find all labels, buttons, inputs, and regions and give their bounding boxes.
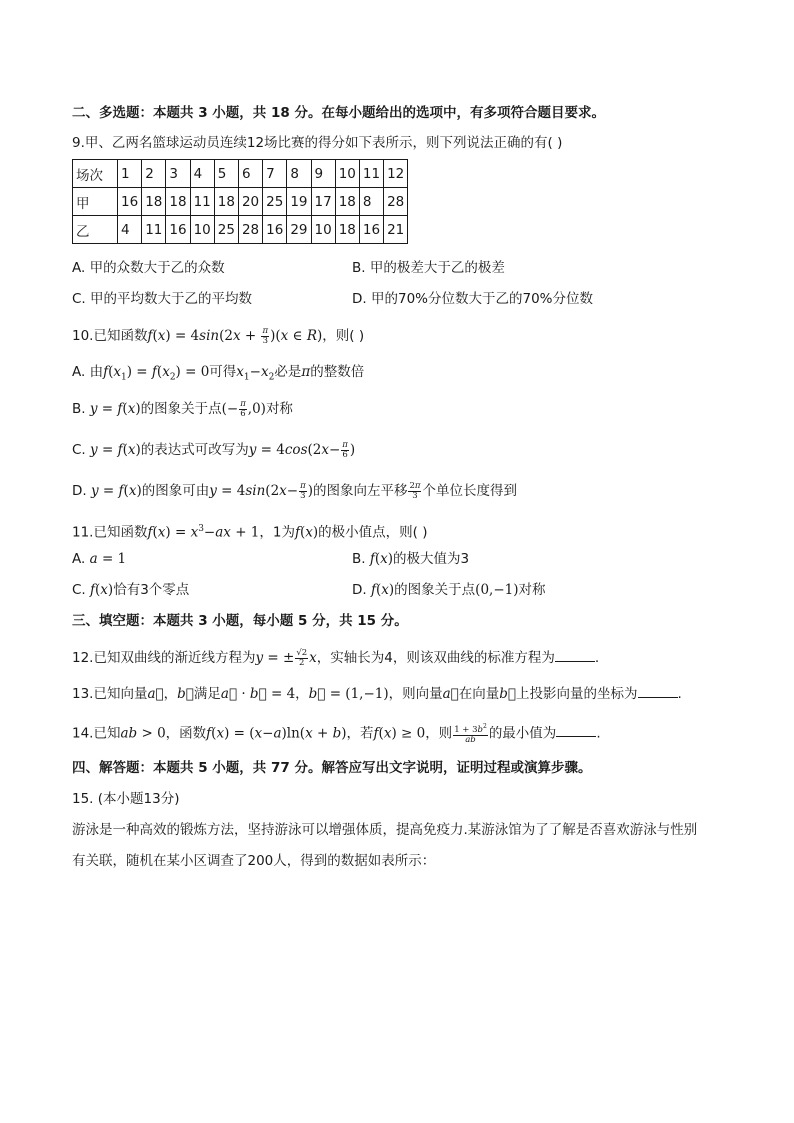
option-text: 的图象关于点 — [394, 582, 476, 598]
table-cell: 21 — [384, 216, 408, 244]
q9-option-a: A. 甲的众数大于乙的众数 — [72, 260, 225, 276]
option-text: 个单位长度得到 — [422, 483, 517, 499]
table-cell: 18 — [142, 188, 166, 216]
stem-text: ，函数 — [165, 725, 207, 742]
option-text: 的整数倍 — [310, 364, 365, 380]
q11-option-b: B. f(x)的极大值为3 — [352, 551, 470, 567]
question-15-header: 15. (本小题13分) — [72, 791, 180, 807]
stem-text: 满足 — [193, 686, 221, 702]
option-text: 可得 — [209, 364, 237, 380]
question-15-paragraph-1: 游泳是一种高效的锻炼方法，坚持游泳可以增强体质，提高免疫力.某游泳馆为了了解是否喜欢游泳与性别 — [72, 822, 698, 838]
q9-option-c: C. 甲的平均数大于乙的平均数 — [72, 291, 253, 307]
table-cell: 18 — [335, 216, 359, 244]
q9-option-d: D. 甲的70%分位数大于乙的70%分位数 — [352, 291, 593, 307]
q11-option-a: A. a = 1 — [72, 551, 127, 567]
q10-option-c: C. y = f(x)的表达式可改写为y = 4cos(2x− $\frac{\pi}{6}$ ) — [72, 439, 356, 460]
stem-text: 已知 — [93, 725, 121, 742]
option-text: 恰有3个零点 — [113, 582, 190, 598]
option-text: 的极大值为3 — [393, 551, 470, 567]
section-title-fill-blank: 三、填空题：本题共 3 小题，每小题 5 分，共 15 分。 — [72, 613, 408, 629]
table-cell: 乙 — [73, 216, 118, 244]
question-9-stem: 9.甲、乙两名篮球运动员连续12场比赛的得分如下表所示，则下列说法正确的有( ) — [72, 135, 563, 151]
option-text: A. 由 — [72, 364, 104, 380]
table-cell: 18 — [335, 188, 359, 216]
table-cell: 1 — [118, 160, 142, 188]
stem-text: ，实轴长为4，则该双曲线的标准方程为 — [316, 650, 555, 666]
question-number: 11. — [72, 524, 94, 541]
table-cell: 场次 — [73, 160, 118, 188]
answer-blank[interactable] — [638, 685, 678, 698]
q10-option-b: B. y = f(x)的图象关于点(− $\frac{\pi}{6}$ ,0)对称 — [72, 398, 293, 419]
question-number: 12. — [72, 650, 94, 666]
q10-option-a: A. 由$f(x_1) = f(x_2) = 0$可得$x_1-x_2$必是π的整数倍 — [72, 364, 365, 383]
table-cell: 28 — [238, 216, 262, 244]
table-row — [73, 188, 408, 216]
table-cell: 9 — [311, 160, 335, 188]
stem-text: 的最小值为 — [488, 725, 557, 742]
table-cell: 7 — [263, 160, 287, 188]
question-number: 14. — [72, 725, 94, 742]
table-cell: 16 — [118, 188, 142, 216]
table-cell: 3 — [166, 160, 190, 188]
table-cell: 16 — [166, 216, 190, 244]
table-cell: 8 — [359, 188, 383, 216]
table-cell: 25 — [214, 216, 238, 244]
stem-text: . — [596, 725, 601, 742]
table-cell: 19 — [287, 188, 311, 216]
table-cell: 18 — [214, 188, 238, 216]
table-cell: 17 — [311, 188, 335, 216]
question-10-stem: 10.已知函数f(x) = 4sin(2x + $\frac{\pi}{3}$ )(x ∈ R)，则( ) — [72, 325, 365, 346]
option-text: 的图象向左平移 — [312, 483, 408, 499]
table-row — [73, 216, 408, 244]
table-cell: 8 — [287, 160, 311, 188]
table-cell: 2 — [142, 160, 166, 188]
q9-option-b: B. 甲的极差大于乙的极差 — [352, 260, 505, 276]
q10-option-d: D. y = f(x)的图象可由y = 4sin(2x− $\frac{\pi}{3}$ )的图象向左平移 $\frac{2\pi}{3}$ 个单位长度得到 — [72, 480, 517, 501]
stem-text: 已知双曲线的渐近线方程为 — [93, 650, 256, 666]
stem-text: 已知向量 — [93, 686, 148, 702]
stem-text: 上投影向量的坐标为 — [516, 686, 638, 702]
stem-text: . — [677, 686, 682, 702]
table-cell: 4 — [190, 160, 214, 188]
option-text: 对称 — [518, 582, 546, 598]
stem-text: 已知函数 — [93, 524, 148, 541]
table-cell: 11 — [359, 160, 383, 188]
question-12: 12.已知双曲线的渐近线方程为y = ± $\frac{√2}{2}$ x，实轴长为4，则该双曲线的标准方程为 . — [72, 647, 600, 668]
table-cell: 20 — [238, 188, 262, 216]
option-text: 的图象可由 — [141, 483, 210, 499]
table-cell: 16 — [359, 216, 383, 244]
q11-option-d: D. f(x)的图象关于点(0,−1)对称 — [352, 582, 546, 598]
table-cell: 18 — [166, 188, 190, 216]
table-cell: 29 — [287, 216, 311, 244]
question-11-stem: 11.已知函数$f(x) = x^3-ax + 1$，1为f(x)的极小值点，则( ) — [72, 524, 428, 541]
stem-text: . — [594, 650, 600, 666]
table-cell: 11 — [190, 188, 214, 216]
table-cell: 11 — [142, 216, 166, 244]
table-cell: 6 — [238, 160, 262, 188]
stem-text: ，则( ) — [322, 328, 365, 344]
answer-blank[interactable] — [556, 724, 596, 737]
table-cell: 28 — [384, 188, 408, 216]
stem-text: ，若 — [346, 725, 374, 742]
stem-text: 已知函数 — [93, 328, 148, 344]
stem-text: 的极小值点，则( ) — [318, 524, 428, 541]
table-cell: 5 — [214, 160, 238, 188]
q11-option-c: C. f(x)恰有3个零点 — [72, 582, 190, 598]
stem-text: ，则向量 — [388, 686, 443, 702]
option-text: 的图象关于点 — [140, 401, 222, 417]
table-cell: 10 — [311, 216, 335, 244]
table-header-row — [73, 160, 408, 188]
stem-text: ，1为 — [259, 524, 295, 541]
question-14: 14.已知ab > 0，函数f(x) = (x−a)ln(x + b)，若f(x) ≥ 0，则 $\frac{1 + 3b^2}{ab}$ 的最小值为 . — [72, 723, 601, 745]
table-cell: 10 — [190, 216, 214, 244]
question-number: 13. — [72, 686, 94, 702]
answer-blank[interactable] — [555, 649, 595, 662]
question-15-paragraph-2: 有关联，随机在某小区调查了200人，得到的数据如表所示： — [72, 853, 436, 869]
stem-text: ，则 — [425, 725, 453, 742]
score-table — [72, 159, 408, 244]
option-text: 的表达式可改写为 — [140, 442, 249, 458]
table-cell: 4 — [118, 216, 142, 244]
question-number: 10. — [72, 328, 94, 344]
option-text: 对称 — [265, 401, 293, 417]
table-cell: 25 — [263, 188, 287, 216]
section-title-solution: 四、解答题：本题共 5 小题，共 77 分。解答应写出文字说明，证明过程或演算步骤。 — [72, 760, 592, 776]
option-text: 必是 — [274, 364, 302, 380]
table-cell: 10 — [335, 160, 359, 188]
stem-text: 在向量 — [458, 686, 500, 702]
table-cell: 甲 — [73, 188, 118, 216]
question-13: 13.已知向量a⃗，b⃗满足a⃗ · b⃗ = 4，b⃗ = (1,−1)，则向量a⃗在向量b⃗上投影向量的坐标为 . — [72, 686, 682, 702]
section-title-multi-choice: 二、多选题：本题共 3 小题，共 18 分。在每小题给出的选项中，有多项符合题目要求。 — [72, 105, 605, 121]
table-cell: 16 — [263, 216, 287, 244]
table-cell: 12 — [384, 160, 408, 188]
